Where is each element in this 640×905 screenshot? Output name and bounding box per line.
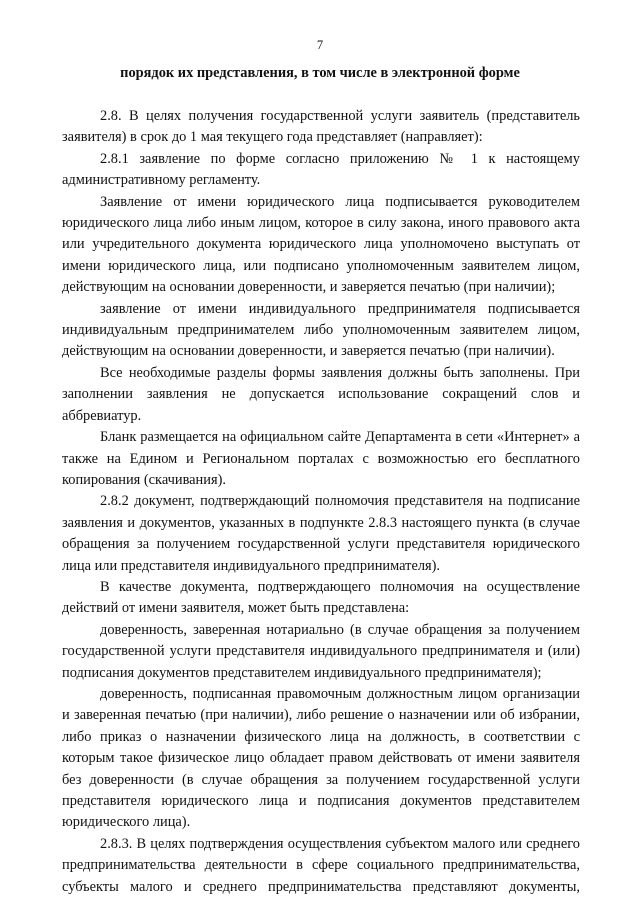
paragraph-legal-entity-signature: Заявление от имени юридического лица подписывается руководителем юридического лица либо иным лицом, которое в силу закона, иного правового акта или учредительного документа юридического лица уполномочено выступать от имени юридического лица, или подписано уполномоченным заявителем лицом, действующим на основании доверенности, и заверяется печатью (при наличии); <box>62 193 580 296</box>
paragraph-form-download: Бланк размещается на официальном сайте Департамента в сети «Интернет» а также на Едином и Региональном порталах с возможностью его бесплатного копирования (скачивания). <box>62 429 580 488</box>
section-heading: порядок их представления, в том числе в электронной форме <box>120 65 520 81</box>
paragraph-2-8-1: 2.8.1 заявление по форме согласно приложению № 1 к настоящему административному регламенту. <box>62 150 580 189</box>
paragraph-entrepreneur-signature: заявление от имени индивидуального предпринимателя подписывается индивидуальным предпринимателем либо уполномоченным заявителем лицом, действующим на основании доверенности, и заверяется печатью (при наличии). <box>62 300 580 360</box>
paragraph-2-8-2: 2.8.2 документ, подтверждающий полномочия представителя на подписание заявления и документов, указанных в подпункте 2.8.3 настоящего пункта (в случае обращения за получением государственной услуги представителя юридического лица или представителя индивидуального предпринимателя). <box>62 493 580 574</box>
document-body <box>62 106 580 898</box>
paragraph-authority-document: В качестве документа, подтверждающего полномочия на осуществление действий от имени заявителя, может быть представлена: <box>62 578 580 617</box>
paragraph-2-8-3: 2.8.3. В целях подтверждения осуществления субъектом малого или среднего предпринимательства деятельности в сфере социального предпринимательства, субъекты малого и среднего предпринимательства представляют документы, <box>62 835 580 895</box>
paragraph-notarized-power-of-attorney: доверенность, заверенная нотариально (в случае обращения за получением государственной услуги представителя индивидуального предпринимателя и (или) подписания документов представителем индивидуального предпринимателя); <box>62 621 580 681</box>
paragraph-form-completion: Все необходимые разделы формы заявления должны быть заполнены. При заполнении заявления не допускается использование сокращений слов и аббревиатур. <box>62 364 580 424</box>
paragraph-2-8: 2.8. В целях получения государственной услуги заявитель (представитель заявителя) в срок до 1 мая текущего года представляет (направляет): <box>62 108 580 146</box>
page-number: 7 <box>316 38 324 52</box>
paragraph-signed-power-of-attorney: доверенность, подписанная правомочным должностным лицом организации и заверенная печатью (при наличии), либо решение о назначении или об избрании, либо приказ о назначении физического лица на должность, в соответствии с которым такое физическое лицо обладает правом действовать от имени заявителя без доверенности (в случае обращения за получением государственной услуги представителя юридического лица и подписания документов представителем юридического лица). <box>62 685 580 831</box>
